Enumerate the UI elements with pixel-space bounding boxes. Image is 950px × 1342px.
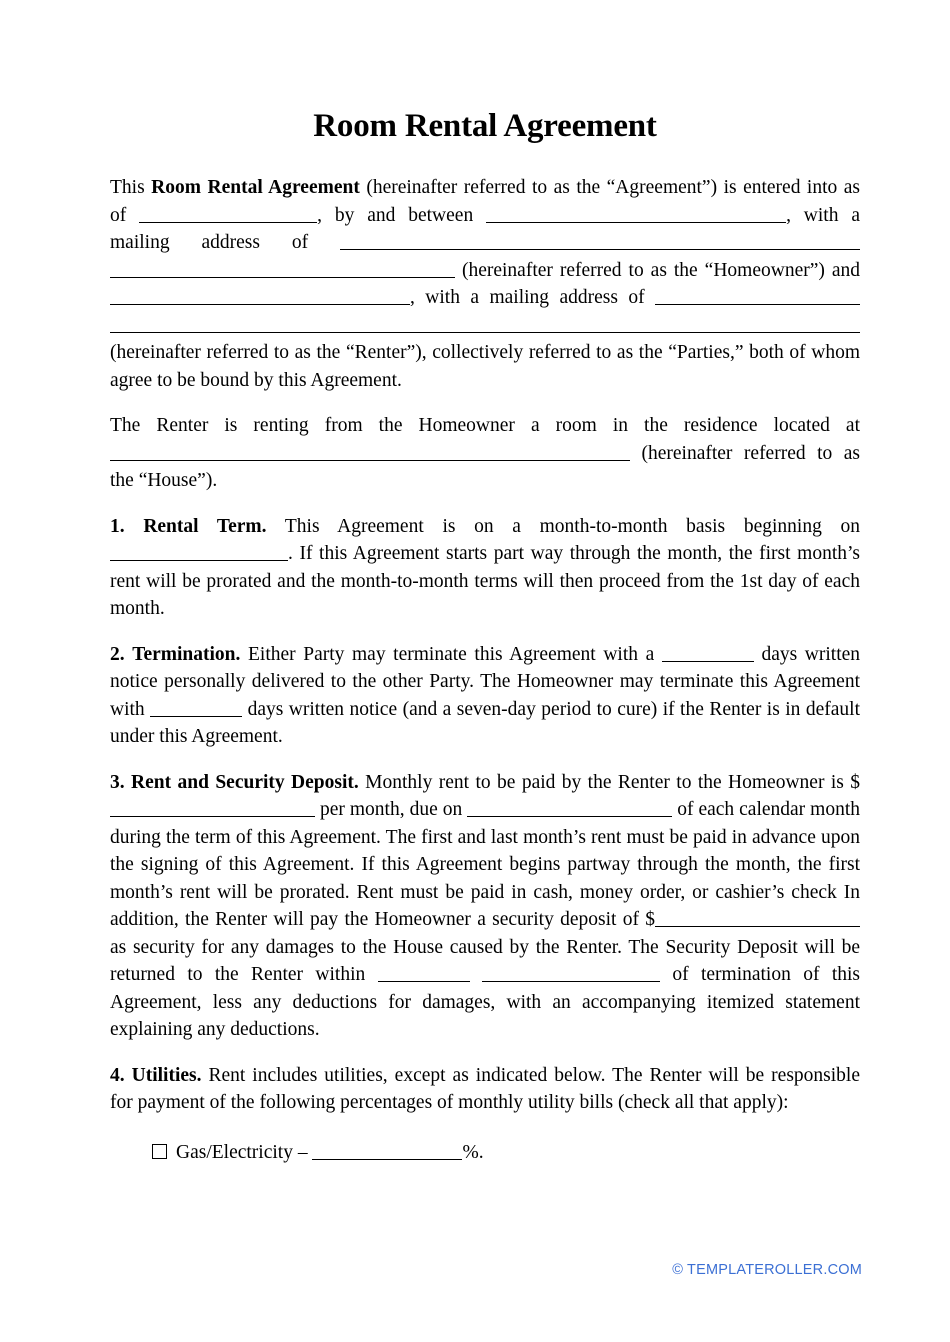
blank-renter-address-line2[interactable] [110, 314, 860, 333]
residence-paragraph [110, 412, 860, 495]
blank-gas-electricity-percent[interactable] [312, 1141, 462, 1160]
templateroller-watermark: © TEMPLATEROLLER.COM [672, 1262, 862, 1278]
intro-homeowner-tag: (hereinafter referred to as the “Homeowner”) and [455, 259, 860, 281]
blank-residence-address[interactable] [110, 442, 630, 461]
utility-item-suffix: %. [462, 1141, 484, 1163]
intro-paragraph [110, 174, 860, 394]
blank-security-deposit-amount[interactable] [655, 908, 860, 927]
section-4-body: Rent includes utilities, except as indicated below. The Renter will be responsible for payment of the following percentages of monthly utility bills (check all that apply): [110, 1064, 861, 1114]
blank-rent-due-day[interactable] [467, 798, 672, 817]
section-4-number: 4. [110, 1064, 125, 1086]
section-1-body-before: This Agreement is on a month-to-month basis beginning on [266, 515, 860, 537]
section-3-part-2: per month, due on [315, 799, 468, 821]
intro-renter-tag: (hereinafter referred to as the “Renter”), collectively referred to as the “Parties,” both of whom agree to be bound by this Agreement. [110, 342, 860, 391]
intro-after-date: , by and between [317, 204, 487, 226]
intro-after-renter-name: , with a mailing address of [410, 287, 655, 309]
blank-renter-address-line1[interactable] [655, 286, 860, 305]
section-2-part-1: Either Party may terminate this Agreement with a [240, 643, 662, 665]
section-3-part-4: as security for any damages to the House caused by the Renter. The Security Deposit will be returned to the Renter within [110, 936, 860, 986]
utility-item-gas-electricity[interactable] [152, 1139, 860, 1167]
section-3-part-6: of termination of this Agreement, less any deductions for damages, with an accompanying itemized statement explaining any deductions. [110, 964, 861, 1041]
section-2-termination [110, 641, 860, 751]
blank-termination-notice-days-renter[interactable] [662, 643, 754, 662]
section-2-part-3: days written notice (and a seven-day period to cure) if the Renter is in default under this Agreement. [110, 698, 860, 748]
section-3-part-3: of each calendar month during the term of this Agreement. The first and last month’s rent must be paid in advance upon the signing of this Agreement. If this Agreement begins partway through the month, the first month’s rent will be prorated. Rent must be paid in cash, money order, or cashier’s check In addition, the Renter will pay the Homeowner a security deposit of $ [110, 799, 861, 931]
section-2-heading: Termination. [132, 643, 241, 665]
residence-text-after: (hereinafter referred to as the “House”). [110, 442, 860, 492]
section-1-heading: Rental Term. [143, 515, 267, 537]
blank-termination-notice-days-homeowner[interactable] [150, 698, 242, 717]
section-3-number: 3. [110, 771, 125, 793]
intro-after-homeowner-name: , with a mailing address of [110, 204, 860, 254]
page-title: Room Rental Agreement [313, 108, 657, 144]
section-4-heading: Utilities. [131, 1064, 202, 1086]
blank-homeowner-name[interactable] [486, 204, 786, 223]
checkbox-icon[interactable] [152, 1144, 167, 1159]
blank-rental-start-date[interactable] [110, 542, 288, 561]
section-2-part-2: days written notice personally delivered to the other Party. The Homeowner may terminate this Agreement with [110, 643, 861, 720]
intro-lead-after: (hereinafter referred to as the “Agreement”) is entered into as of [110, 177, 861, 226]
intro-agreement-name: Room Rental Agreement [151, 177, 360, 199]
section-3-rent-and-security-deposit [110, 769, 860, 1044]
intro-lead-prefix: This [110, 177, 152, 199]
section-3-part-1: Monthly rent to be paid by the Renter to the Homeowner is $ [358, 771, 860, 793]
section-3-heading: Rent and Security Deposit. [131, 771, 359, 793]
blank-homeowner-address-line1[interactable] [340, 231, 860, 250]
blank-deposit-return-period[interactable] [482, 963, 660, 982]
blank-agreement-date[interactable] [139, 204, 317, 223]
blank-monthly-rent-amount[interactable] [110, 798, 315, 817]
section-3-part-5 [470, 964, 482, 985]
section-1-number: 1. [110, 515, 125, 537]
section-1-body-after: . If this Agreement starts part way through the month, the first month’s rent will be prorated and the month-to-month terms will then proceed from the 1st day of each month. [110, 543, 860, 620]
document-body [110, 108, 860, 1166]
section-2-number: 2. [110, 643, 125, 665]
section-4-utilities [110, 1062, 860, 1117]
blank-homeowner-address-line2[interactable] [110, 259, 455, 278]
blank-deposit-return-number[interactable] [378, 963, 470, 982]
blank-renter-name[interactable] [110, 286, 410, 305]
residence-text-before: The Renter is renting from the Homeowner a room in the residence located at [110, 415, 860, 437]
section-1-rental-term [110, 513, 860, 623]
utility-item-label: Gas/Electricity – [176, 1141, 313, 1163]
